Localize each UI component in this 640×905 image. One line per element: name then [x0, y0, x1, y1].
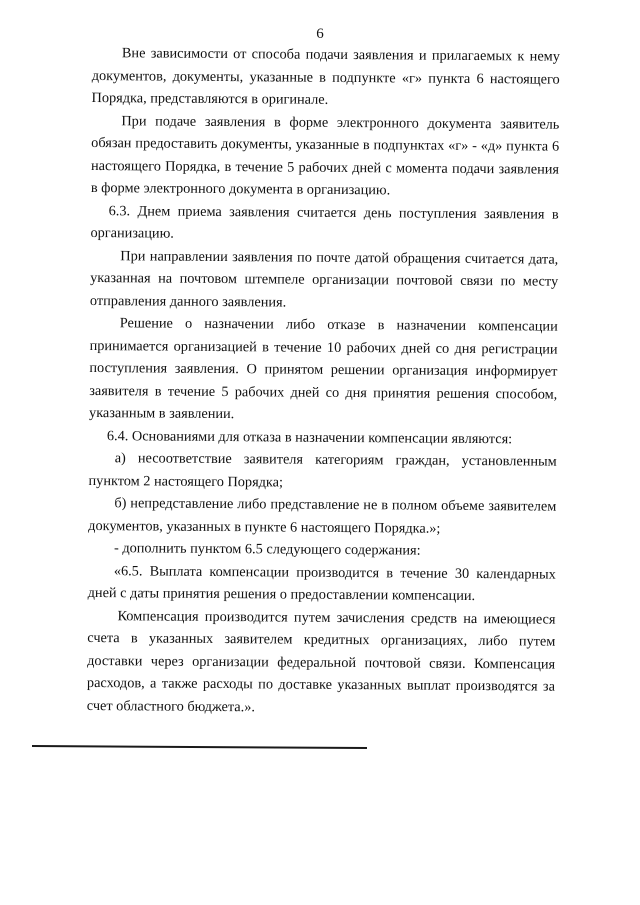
paragraph-postal-submission: При направлении заявления по почте датой обращения считается дата, указанная на почтовом штемпеле организации почтовой связи по месту отправления данного заявления. [89, 247, 559, 311]
page-number: 6 [316, 26, 324, 42]
paragraph-compensation: Компенсация производится путем зачисления средств на имеющиеся счета в указанных заявителем кредитных организациях, либо путем доставки через организации федеральной почтовой связи. Компенсация расходов, а также расходы по доставке указанных выплат производятся за счет областного бюджета.». [86, 607, 556, 715]
footnote-divider [32, 745, 367, 749]
paragraph-6-4: 6.4. Основаниями для отказа в назначении компенсации являются: [106, 427, 513, 447]
paragraph-original-documents: Вне зависимости от способа подачи заявления и прилагаемых к нему документов, документы, указанные в подпункте «г» пункта 6 настоящего Порядка, представляются в оригинале. [91, 45, 560, 108]
paragraph-6-3: 6.3. Днем приема заявления считается день поступления заявления в организацию. [90, 202, 559, 242]
list-item-b: б) непредставление либо представление не в полном объеме заявителем документов, указанных в пункте 6 настоящего Порядка.»; [88, 495, 557, 537]
list-item-a: а) несоответствие заявителя категориям граждан, установленным пунктом 2 настоящего Порядка; [88, 450, 557, 491]
paragraph-amendment: - дополнить пунктом 6.5 следующего содержания: [113, 540, 421, 559]
document-body [87, 42, 560, 721]
paragraph-6-5: «6.5. Выплата компенсации производится в течение 30 календарных дней с даты принятия решения о предоставлении компенсации. [87, 562, 556, 605]
paragraph-decision: Решение о назначении либо отказе в назначении компенсации принимается организацией в течение 10 рабочих дней со дня регистрации поступления заявления. О принятом решении организация информирует заявителя в течение 5 рабочих дней со дня принятия решения способом, указанным в заявлении. [89, 315, 558, 423]
paragraph-electronic-submission: При подаче заявления в форме электронного документа заявитель обязан предоставить документы, указанные в подпунктах «г» - «д» пункта 6 настоящего Порядка, в течение 5 рабочих дней с момента подачи заявления в форме электронного документа в организацию. [90, 112, 560, 199]
